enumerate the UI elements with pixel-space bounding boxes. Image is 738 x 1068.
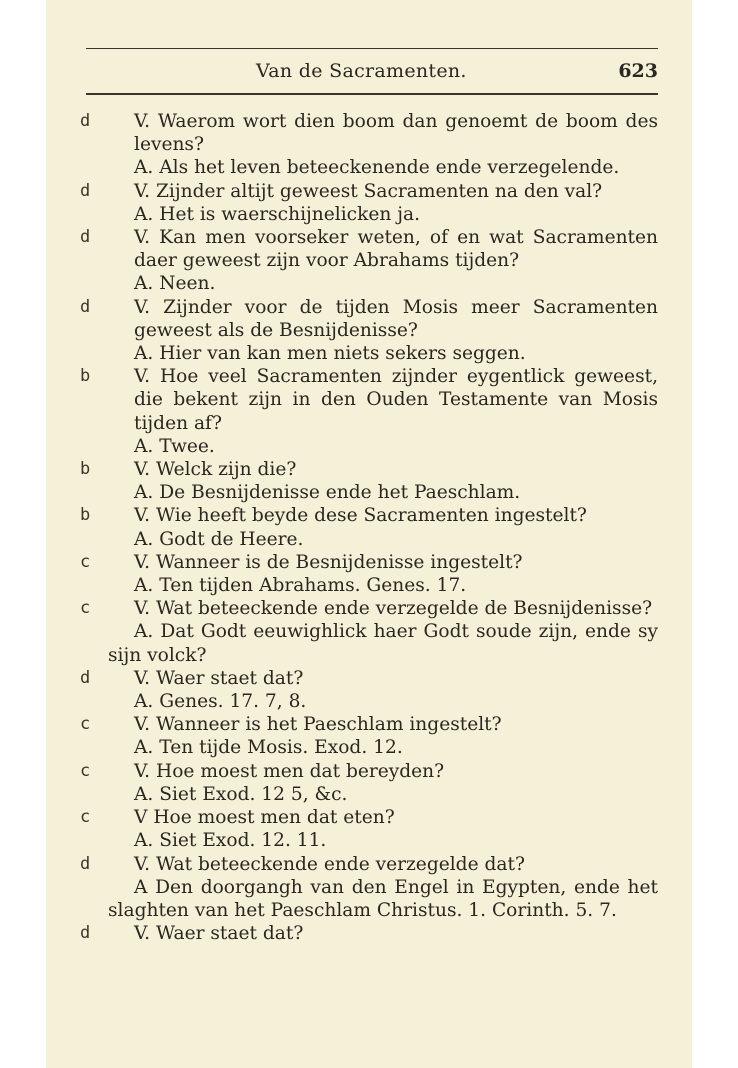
question-text: V. Hoe veel Sacramenten zijnder eygentlick geweest, die bekent zijn in den Ouden Testamente van Mosis tijden af? — [134, 366, 658, 434]
section-marker: b — [80, 505, 91, 526]
section-marker: c — [80, 760, 91, 781]
answer-text: A. Als het leven beteeckenende ende verzegelende. — [134, 157, 620, 179]
answer-paragraph — [108, 620, 658, 666]
question-text: V. Wanneer is de Besnijdenisse ingestelt? — [134, 551, 523, 573]
answer-paragraph — [108, 736, 658, 759]
page-number: 623 — [618, 60, 658, 82]
question-paragraph — [80, 597, 658, 620]
question-text: V. Kan men voorseker weten, of en wat Sacramenten daer geweest zijn voor Abrahams tijden? — [134, 227, 658, 272]
answer-text: A. Dat Godt eeuwighlick haer Godt soude zijn, ende sy sijn volck? — [108, 621, 658, 666]
question-text: V. Wanneer is het Paeschlam ingestelt? — [134, 714, 502, 736]
header-bottom-rule — [86, 93, 658, 95]
answer-paragraph — [108, 156, 658, 179]
section-marker: d — [80, 227, 91, 248]
question-paragraph — [80, 551, 658, 574]
answer-paragraph — [108, 481, 658, 504]
section-marker: d — [80, 923, 91, 944]
answer-text: A. Siet Exod. 12 5, &c. — [134, 783, 348, 805]
answer-text: A. Siet Exod. 12. 11. — [134, 830, 327, 852]
answer-paragraph — [108, 783, 658, 806]
answer-text: A. Ten tijde Mosis. Exod. 12. — [134, 737, 403, 759]
question-paragraph — [80, 504, 658, 527]
answer-paragraph — [108, 272, 658, 295]
answer-text: A. Godt de Heere. — [134, 528, 304, 550]
question-text: V. Wie heeft beyde dese Sacramenten ingestelt? — [134, 505, 587, 527]
question-paragraph — [80, 296, 658, 342]
running-header — [86, 58, 658, 88]
answer-text: A. Twee. — [134, 435, 215, 457]
question-text: V. Zijnder altijt geweest Sacramenten na den val? — [134, 180, 603, 202]
answer-paragraph — [108, 829, 658, 852]
question-text: V Hoe moest men dat eten? — [134, 807, 395, 829]
question-text: V. Hoe moest men dat bereyden? — [134, 760, 445, 782]
question-paragraph — [80, 760, 658, 783]
section-marker: d — [80, 180, 91, 201]
section-marker: d — [80, 296, 91, 317]
section-marker: c — [80, 598, 91, 619]
header-top-rule — [86, 48, 658, 49]
answer-text: A. Genes. 17. 7, 8. — [134, 691, 307, 713]
question-paragraph — [80, 667, 658, 690]
answer-paragraph — [108, 342, 658, 365]
question-paragraph — [80, 713, 658, 736]
section-marker: c — [80, 551, 91, 572]
section-marker: d — [80, 111, 91, 131]
question-paragraph — [80, 853, 658, 876]
question-text: V. Zijnder voor de tijden Mosis meer Sacramenten geweest als de Besnijdenisse? — [134, 296, 658, 341]
answer-text: A. Het is waerschijnelicken ja. — [134, 203, 420, 225]
answer-paragraph — [108, 203, 658, 226]
question-paragraph — [80, 458, 658, 481]
question-paragraph — [80, 226, 658, 272]
question-text: V. Wat beteeckende ende verzegelde de Besnijdenisse? — [134, 598, 653, 620]
section-marker: d — [80, 667, 91, 688]
answer-paragraph — [108, 690, 658, 713]
answer-paragraph — [108, 574, 658, 597]
answer-text: A Den doorgangh van den Engel in Egypten, ende het slaghten van het Paeschlam Christus. 1. Corinth. 5. 7. — [108, 876, 658, 921]
section-marker: d — [80, 853, 91, 874]
question-paragraph — [80, 110, 658, 156]
answer-text: A. De Besnijdenisse ende het Paeschlam. — [134, 482, 521, 504]
question-text: V. Waer staet dat? — [134, 667, 304, 689]
question-paragraph — [80, 922, 658, 945]
section-marker: c — [80, 714, 91, 735]
answer-text: A. Ten tijden Abrahams. Genes. 17. — [134, 575, 467, 597]
question-text: V. Wat beteeckende ende verzegelde dat? — [134, 853, 525, 875]
question-paragraph — [80, 180, 658, 203]
running-title: Van de Sacramenten. — [256, 60, 467, 82]
answer-paragraph — [108, 435, 658, 458]
answer-text: A. Neen. — [134, 273, 216, 295]
question-text: V. Waer staet dat? — [134, 923, 304, 945]
section-marker: b — [80, 366, 91, 387]
section-marker: c — [80, 807, 91, 828]
answer-paragraph — [108, 528, 658, 551]
answer-paragraph — [108, 876, 658, 922]
question-paragraph — [80, 365, 658, 435]
question-text: V. Welck zijn die? — [134, 459, 297, 481]
section-marker: b — [80, 459, 91, 480]
catechism-text — [80, 110, 658, 945]
question-paragraph — [80, 806, 658, 829]
answer-text: A. Hier van kan men niets sekers seggen. — [134, 343, 526, 365]
question-text: V. Waerom wort dien boom dan genoemt de boom des levens? — [134, 111, 658, 156]
